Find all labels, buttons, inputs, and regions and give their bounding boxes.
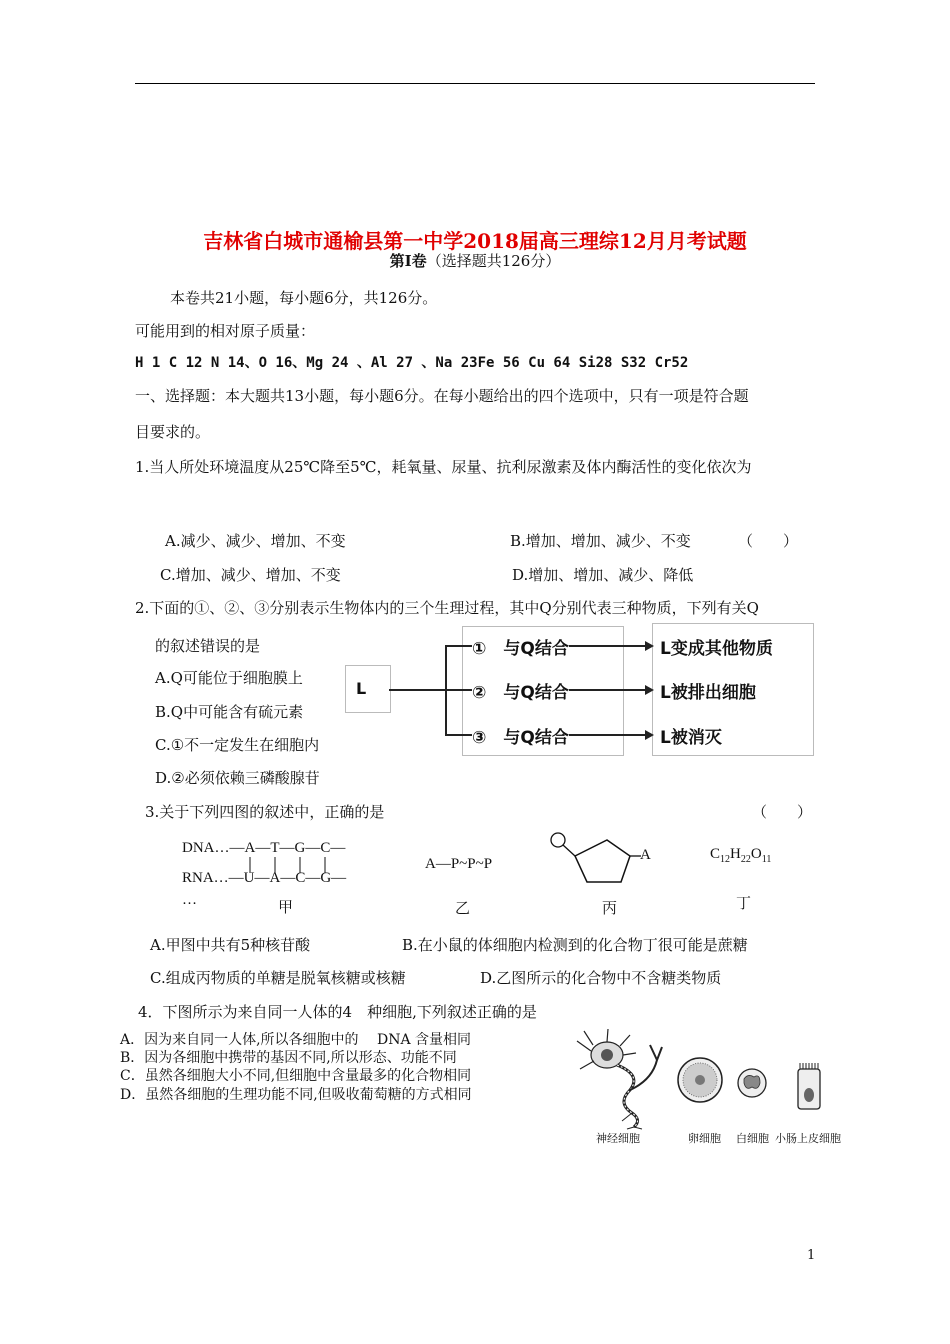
atomic-masses: H 1 C 12 N 14、O 16、Mg 24 、Al 27 、Na 23Fe 56 Cu 64 Si28 S32 Cr52 — [135, 355, 689, 371]
q3-bing-structure — [545, 830, 655, 890]
q4-cell-figure — [572, 1025, 842, 1130]
q1-answer-bracket: （ ） — [738, 532, 799, 550]
intro-line1: 本卷共21小题，每小题6分，共126分。 — [170, 289, 438, 307]
volume-heading — [0, 250, 950, 271]
q3-ding-label: 丁 — [736, 894, 752, 912]
q1-option-b: B.增加、增加、减少、不变 — [510, 532, 691, 550]
sugar-ring — [575, 840, 630, 882]
q2-option-d: D.②必须依赖三磷酸腺苷 — [155, 769, 320, 787]
q3-option-c: C.组成丙物质的单糖是脱氧核糖或核糖 — [150, 969, 406, 987]
subscript-o: 11 — [761, 854, 772, 865]
q4-cell-label-intestinal: 小肠上皮细胞 — [775, 1132, 841, 1145]
q4-option-b: B．因为各细胞中携带的基因不同,所以形态、功能不同 — [120, 1050, 457, 1066]
q4-option-a: A．因为来自同一人体,所以各细胞中的 DNA 含量相同 — [120, 1032, 472, 1048]
section-instructions-line1: 一、选择题：本大题共13小题，每小题6分。在每小题给出的四个选项中，只有一项是符合题 — [135, 387, 749, 405]
white-blood-cell-illustration — [738, 1069, 766, 1097]
q2-option-c: C.①不一定发生在细胞内 — [155, 736, 320, 754]
q3-option-d: D.乙图所示的化合物中不含糖类物质 — [480, 969, 722, 987]
q3-yi-label: 乙 — [455, 899, 471, 917]
q4-option-d: D．虽然各细胞的生理功能不同,但吸收葡萄糖的方式相同 — [120, 1087, 472, 1103]
q2-diagram-source: L — [356, 679, 367, 698]
q2-diagram-connector — [389, 689, 446, 691]
q4-stem: 4．下图所示为来自同一人体的4 种细胞,下列叙述正确的是 — [138, 1003, 537, 1021]
phosphate-bond — [563, 845, 575, 856]
q1-option-d: D.增加、增加、减少、降低 — [512, 566, 694, 584]
subscript-c: 12 — [720, 854, 731, 865]
q3-jia-label: 甲 — [278, 898, 294, 916]
q2-step-3: ③ 与Q结合 — [472, 723, 569, 748]
egg-cell-illustration — [678, 1058, 722, 1102]
element-c: C — [710, 846, 721, 862]
q2-arrowhead-3 — [645, 730, 654, 740]
q2-stem-line2: 的叙述错误的是 — [155, 637, 261, 655]
phosphate-circle — [551, 833, 565, 847]
q1-stem: 1.当人所处环境温度从25℃降至5℃，耗氧量、尿量、抗利尿激素及体内酶活性的变化依次为 — [135, 458, 752, 476]
q4-option-c: C．虽然各细胞大小不同,但细胞中含量最多的化合物相同 — [120, 1068, 472, 1084]
q1-option-c: C.增加、减少、增加、不变 — [160, 566, 341, 584]
q2-result-1: L变成其他物质 — [660, 634, 773, 659]
q2-option-b: B.Q中可能含有硫元素 — [155, 703, 304, 721]
q1-option-a: A.减少、减少、增加、不变 — [165, 532, 346, 550]
q3-answer-bracket: （ ） — [752, 803, 813, 821]
q3-jia-ellipsis: … — [182, 892, 197, 908]
q2-result-2: L被排出细胞 — [660, 678, 756, 703]
q4-cell-label-egg: 卵细胞 — [688, 1132, 721, 1145]
q3-ding-formula — [710, 846, 771, 865]
q2-step-2: ② 与Q结合 — [472, 678, 569, 703]
q2-step-1: ① 与Q结合 — [472, 634, 569, 659]
q3-jia-rna: RNA…—U—A—C—G— — [182, 870, 347, 886]
q4-cell-label-white-blood: 白细胞 — [736, 1132, 769, 1145]
q3-yi-formula: A—P~P~P — [425, 856, 493, 872]
element-o: O — [750, 846, 762, 862]
subscript-h: 22 — [740, 854, 751, 865]
q3-bing-label: 丙 — [602, 899, 618, 917]
element-h: H — [730, 846, 741, 862]
q3-option-a: A.甲图中共有5种核苷酸 — [150, 936, 311, 954]
volume-note: （选择题共126分） — [426, 252, 561, 270]
volume-label: 第Ⅰ卷 — [389, 252, 427, 270]
q4-cell-label-neuron: 神经细胞 — [596, 1132, 640, 1145]
q3-option-b: B.在小鼠的体细胞内检测到的化合物丁很可能是蔗糖 — [402, 936, 748, 954]
q2-result-3: L被消灭 — [660, 723, 722, 748]
header-rule — [135, 83, 815, 84]
q3-jia-base-pair-lines — [240, 857, 350, 873]
section-instructions-line2: 目要求的。 — [135, 423, 211, 441]
q2-option-a: A.Q可能位于细胞膜上 — [155, 669, 303, 687]
intestinal-cell-illustration — [798, 1063, 820, 1109]
intro-line2: 可能用到的相对原子质量： — [135, 322, 316, 340]
q3-bing-base: A — [640, 847, 651, 863]
q2-arrowhead-2 — [645, 685, 654, 695]
exam-title: 吉林省白城市通榆县第一中学2018届高三理综12月月考试题 — [203, 229, 747, 253]
neuron-illustration — [577, 1029, 662, 1129]
q2-arrowhead-1 — [645, 641, 654, 651]
q3-jia-dna: DNA…—A—T—G—C— — [182, 840, 346, 856]
q3-stem: 3.关于下列四图的叙述中，正确的是 — [145, 803, 385, 821]
q2-stem-line1: 2.下面的①、②、③分别表示生物体内的三个生理过程，其中Q分别代表三种物质，下列有关Q — [135, 599, 759, 617]
page-number: 1 — [807, 1248, 816, 1263]
q2-diagram-source-box — [345, 665, 391, 713]
